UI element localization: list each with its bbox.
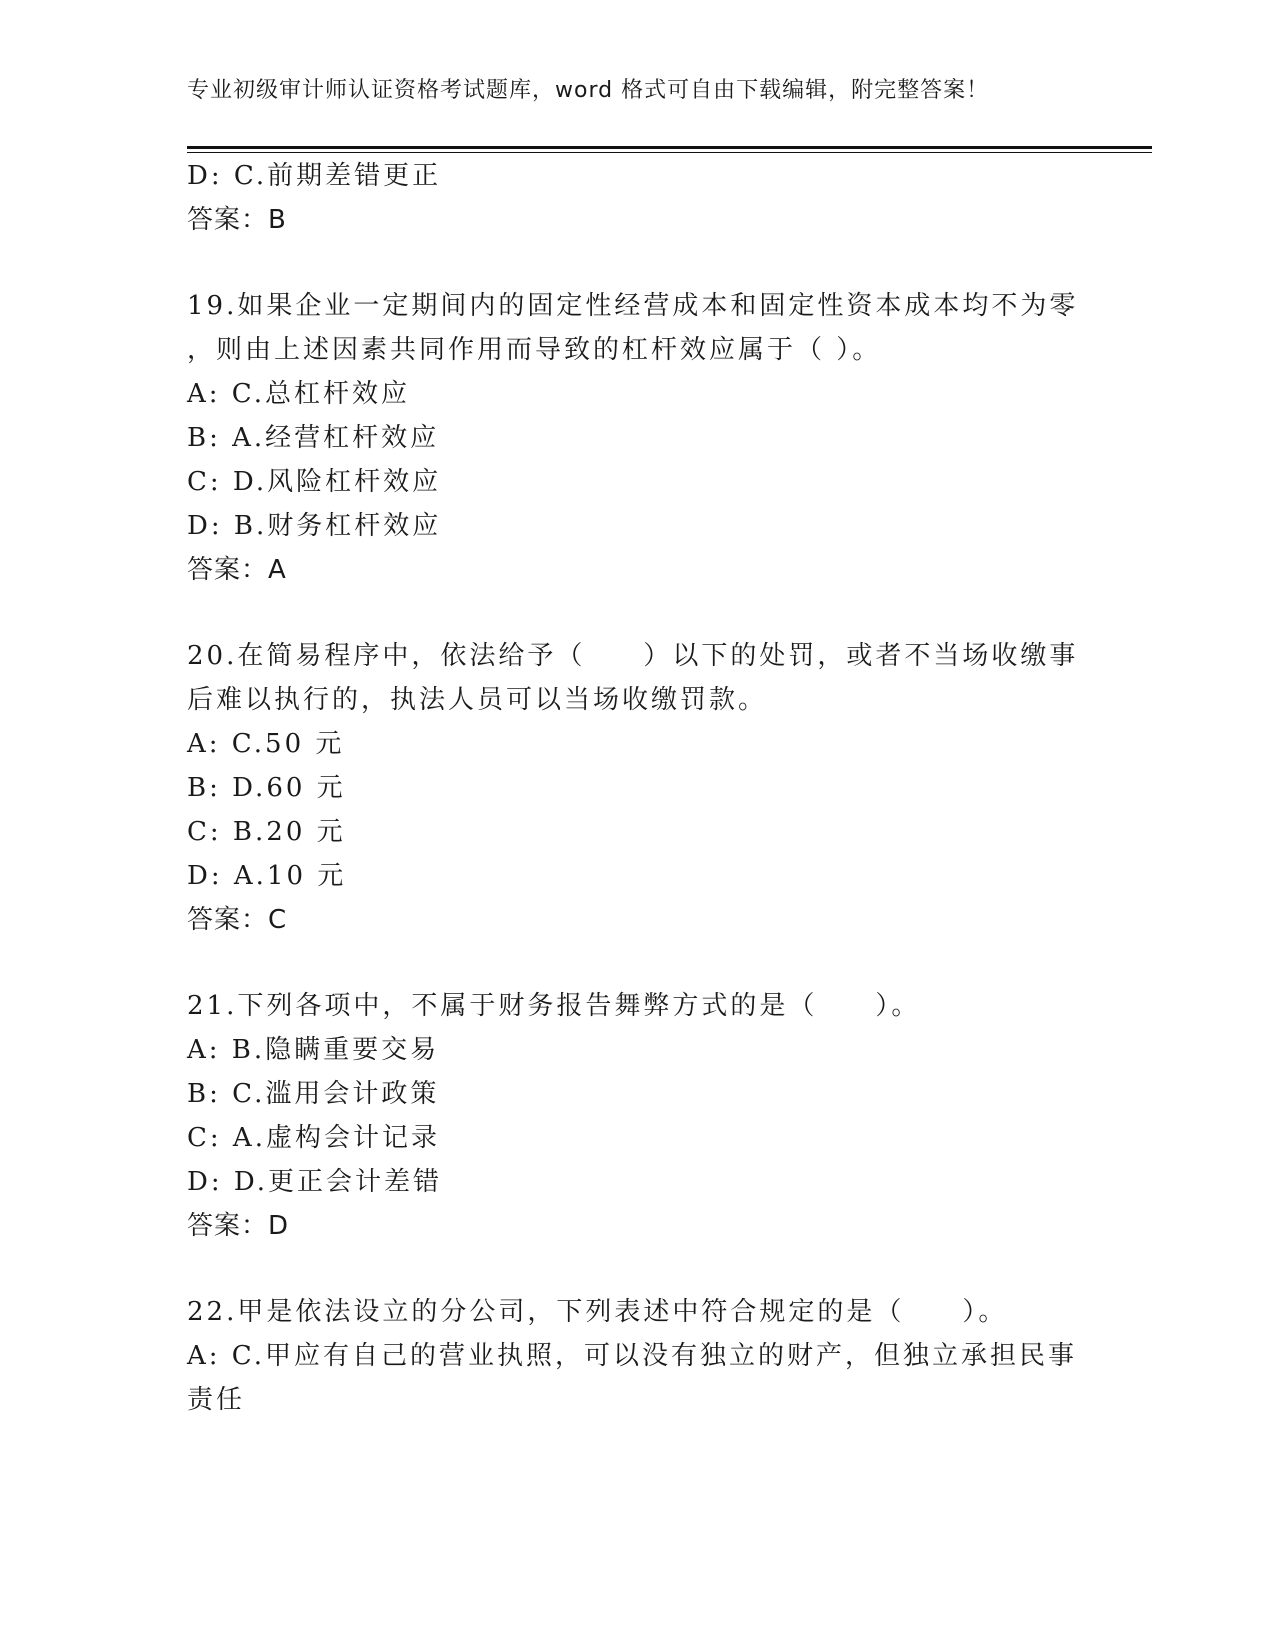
q19-option-b: B: A.经营杠杆效应 bbox=[187, 423, 440, 453]
q19-stem-line1: 19.如果企业一定期间内的固定性经营成本和固定性资本成本均不为零 bbox=[187, 291, 1079, 321]
page-header: 专业初级审计师认证资格考试题库，word 格式可自由下载编辑，附完整答案！ bbox=[187, 78, 990, 103]
q19-answer: 答案：A bbox=[187, 555, 287, 585]
q19-option-a: A: C.总杠杆效应 bbox=[187, 379, 411, 409]
header-rule-thin bbox=[187, 152, 1152, 153]
q20-stem-line1: 20.在简易程序中，依法给予（ ）以下的处罚，或者不当场收缴事 bbox=[187, 641, 1079, 671]
q22-option-a-line1: A: C.甲应有自己的营业执照，可以没有独立的财产，但独立承担民事 bbox=[187, 1341, 1078, 1371]
q21-option-c: C: A.虚构会计记录 bbox=[187, 1123, 440, 1153]
q21-option-a: A: B.隐瞒重要交易 bbox=[187, 1035, 440, 1065]
q20-option-a: A: C.50 元 bbox=[187, 729, 345, 759]
q20-answer: 答案：C bbox=[187, 905, 288, 935]
q20-option-b: B: D.60 元 bbox=[187, 773, 346, 803]
q19-stem-line2: ，则由上述因素共同作用而导致的杠杆效应属于（ ）。 bbox=[187, 335, 882, 365]
q20-option-c: C: B.20 元 bbox=[187, 817, 346, 847]
q21-option-b: B: C.滥用会计政策 bbox=[187, 1079, 440, 1109]
q19-option-c: C: D.风险杠杆效应 bbox=[187, 467, 442, 497]
q22-stem-line1: 22.甲是依法设立的分公司，下列表述中符合规定的是（ ）。 bbox=[187, 1297, 1008, 1327]
q22-option-a-line2: 责任 bbox=[187, 1385, 246, 1415]
prev-answer: 答案：B bbox=[187, 205, 287, 235]
q20-stem-line2: 后难以执行的，执法人员可以当场收缴罚款。 bbox=[187, 685, 768, 715]
q21-stem-line1: 21.下列各项中，不属于财务报告舞弊方式的是（ ）。 bbox=[187, 991, 921, 1021]
q21-option-d: D: D.更正会计差错 bbox=[187, 1167, 443, 1197]
q20-option-d: D: A.10 元 bbox=[187, 861, 347, 891]
q19-option-d: D: B.财务杠杆效应 bbox=[187, 511, 442, 541]
q21-answer: 答案：D bbox=[187, 1211, 290, 1241]
prev-option-d: D: C.前期差错更正 bbox=[187, 161, 442, 191]
header-rule-thick bbox=[187, 146, 1152, 149]
